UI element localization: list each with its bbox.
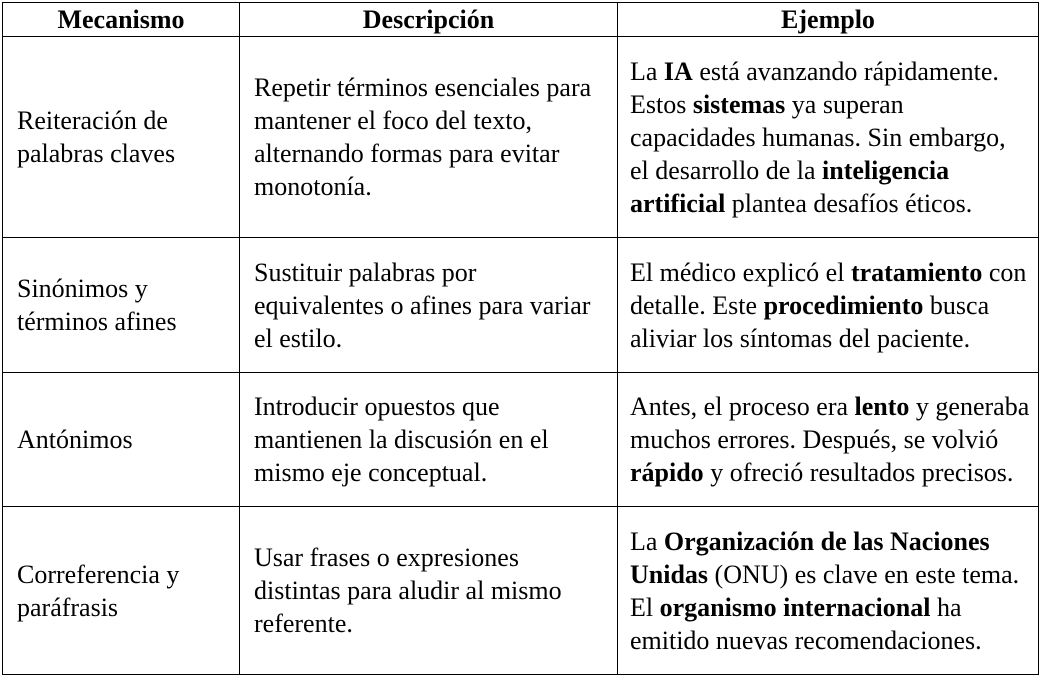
cell-descripcion: Sustituir palabras por equivalentes o afines para variar el estilo.: [240, 238, 618, 373]
table-row: [3, 373, 1039, 507]
header-mecanismo: Mecanismo: [3, 3, 240, 37]
bold-term: Organización de las Naciones Unidas: [630, 526, 990, 589]
table-row: [3, 507, 1039, 675]
cell-ejemplo: El médico explicó el tratamiento con detalle. Este procedimiento busca aliviar los síntomas del paciente.: [618, 238, 1039, 373]
header-descripcion: Descripción: [240, 3, 618, 37]
table-row: [3, 37, 1039, 238]
cell-ejemplo: Antes, el proceso era lento y generaba muchos errores. Después, se volvió rápido y ofreció resultados precisos.: [618, 373, 1039, 507]
table-row: [3, 238, 1039, 373]
cell-descripcion: Repetir términos esenciales para mantener el foco del texto, alternando formas para evitar monotonía.: [240, 37, 618, 238]
mechanisms-table: [2, 2, 1039, 675]
cell-ejemplo: La IA está avanzando rápidamente. Estos sistemas ya superan capacidades humanas. Sin embargo, el desarrollo de la inteligencia artificial plantea desafíos éticos.: [618, 37, 1039, 238]
bold-term: tratamiento: [850, 257, 983, 287]
bold-term: lento: [854, 392, 910, 421]
cell-mecanismo: Sinónimos y términos afines: [3, 238, 240, 373]
bold-term: organismo internacional: [659, 592, 931, 622]
cell-descripcion: Usar frases o expresiones distintas para aludir al mismo referente.: [240, 507, 618, 675]
bold-term: rápido: [630, 458, 704, 487]
bold-term: sistemas: [692, 89, 786, 119]
cell-descripcion: Introducir opuestos que mantienen la discusión en el mismo eje conceptual.: [240, 373, 618, 507]
cell-ejemplo: La Organización de las Naciones Unidas (ONU) es clave en este tema. El organismo internacional ha emitido nuevas recomendaciones.: [618, 507, 1039, 675]
bold-term: inteligencia artificial: [630, 155, 950, 218]
header-row: [3, 3, 1039, 37]
cell-mecanismo: Reiteración de palabras claves: [3, 37, 240, 238]
cell-mecanismo: Antónimos: [3, 373, 240, 507]
header-ejemplo: Ejemplo: [618, 3, 1039, 37]
bold-term: procedimiento: [763, 290, 924, 320]
bold-term: IA: [663, 56, 693, 86]
cell-mecanismo: Correferencia y paráfrasis: [3, 507, 240, 675]
